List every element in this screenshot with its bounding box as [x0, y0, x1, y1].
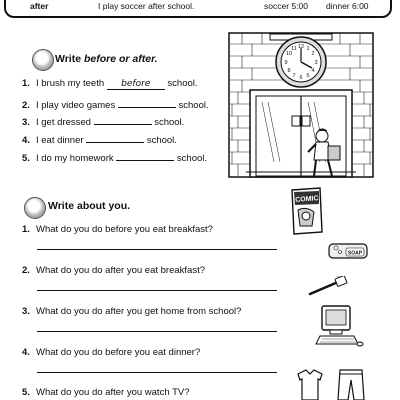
comic-book-icon — [286, 186, 326, 236]
example-time-1: soccer 5:00 — [264, 1, 308, 11]
question-number: 2. — [22, 265, 30, 276]
question-number: 5. — [22, 387, 30, 398]
row-number: 4. — [22, 135, 30, 146]
section1-title-emphasis: before or after. — [83, 53, 158, 65]
question-row — [22, 306, 241, 317]
example-time-2: dinner 6:00 — [326, 1, 369, 11]
svg-text:5: 5 — [306, 73, 310, 79]
answer-blank[interactable] — [116, 149, 174, 161]
exercise-row — [22, 131, 177, 146]
clothes-icon — [292, 366, 372, 400]
question-number: 3. — [22, 306, 30, 317]
svg-text:8: 8 — [287, 68, 291, 74]
section1-title — [55, 53, 158, 65]
answer-line[interactable] — [37, 249, 277, 250]
soap-label: SOAP — [347, 250, 363, 257]
row-number: 5. — [22, 153, 30, 164]
svg-text:12: 12 — [297, 44, 305, 50]
row-text: I brush my teeth — [36, 78, 105, 89]
svg-text:2: 2 — [311, 51, 315, 57]
row-text: I eat dinner — [36, 135, 84, 146]
answer-blank[interactable] — [107, 78, 165, 90]
row-number: 2. — [22, 100, 30, 111]
comic-label: COMIC — [295, 195, 319, 204]
row-suffix: school. — [167, 78, 198, 89]
answer-blank[interactable] — [118, 96, 176, 108]
row-number: 1. — [22, 78, 30, 89]
answer-line[interactable] — [37, 331, 277, 332]
row-text: I play video games — [36, 100, 116, 111]
answer-blank[interactable] — [94, 113, 152, 125]
question-row — [22, 387, 190, 398]
exercise-row — [22, 149, 207, 164]
question-row — [22, 265, 205, 276]
handwritten-answer: before — [121, 79, 151, 89]
svg-text:7: 7 — [292, 73, 296, 79]
svg-text:11: 11 — [291, 46, 297, 52]
svg-text:3: 3 — [314, 60, 318, 66]
question-number: 1. — [22, 224, 30, 235]
svg-text:6: 6 — [299, 75, 303, 81]
question-text: What do you do after you eat breakfast? — [36, 265, 205, 276]
section-bullet-icon — [24, 197, 46, 219]
exercise-row — [22, 78, 198, 90]
row-suffix: school. — [176, 153, 208, 164]
section1-title-prefix: Write — [55, 53, 84, 65]
svg-text:4: 4 — [311, 68, 315, 74]
svg-text:1: 1 — [306, 46, 310, 52]
question-text: What do you do before you eat dinner? — [36, 347, 201, 358]
question-number: 4. — [22, 347, 30, 358]
example-sentence: I play soccer after school. — [98, 1, 195, 11]
question-text: What do you do after you get home from school? — [36, 306, 242, 317]
answer-blank[interactable] — [86, 131, 144, 143]
question-row — [22, 224, 213, 235]
row-number: 3. — [22, 117, 30, 128]
row-text: I get dressed — [36, 117, 91, 128]
soap-icon — [326, 240, 370, 262]
row-suffix: school. — [178, 100, 209, 111]
section2-title: Write about you. — [48, 200, 131, 212]
row-suffix: school. — [146, 135, 177, 146]
exercise-row — [22, 113, 184, 128]
section-bullet-icon — [32, 49, 54, 71]
question-text: What do you do after you watch TV? — [36, 387, 190, 398]
exercise-row — [22, 96, 209, 111]
row-text: I do my homework — [36, 153, 114, 164]
answer-line[interactable] — [37, 290, 277, 291]
svg-text:10: 10 — [285, 51, 293, 57]
question-text: What do you do before you eat breakfast? — [36, 224, 213, 235]
computer-icon — [314, 304, 364, 350]
toothbrush-icon — [308, 276, 348, 298]
school-door-icon — [228, 32, 374, 178]
row-suffix: school. — [154, 117, 185, 128]
example-label: after — [30, 1, 49, 11]
example-box — [4, 0, 392, 18]
answer-line[interactable] — [37, 372, 277, 373]
svg-text:9: 9 — [284, 60, 288, 66]
question-row — [22, 347, 200, 358]
